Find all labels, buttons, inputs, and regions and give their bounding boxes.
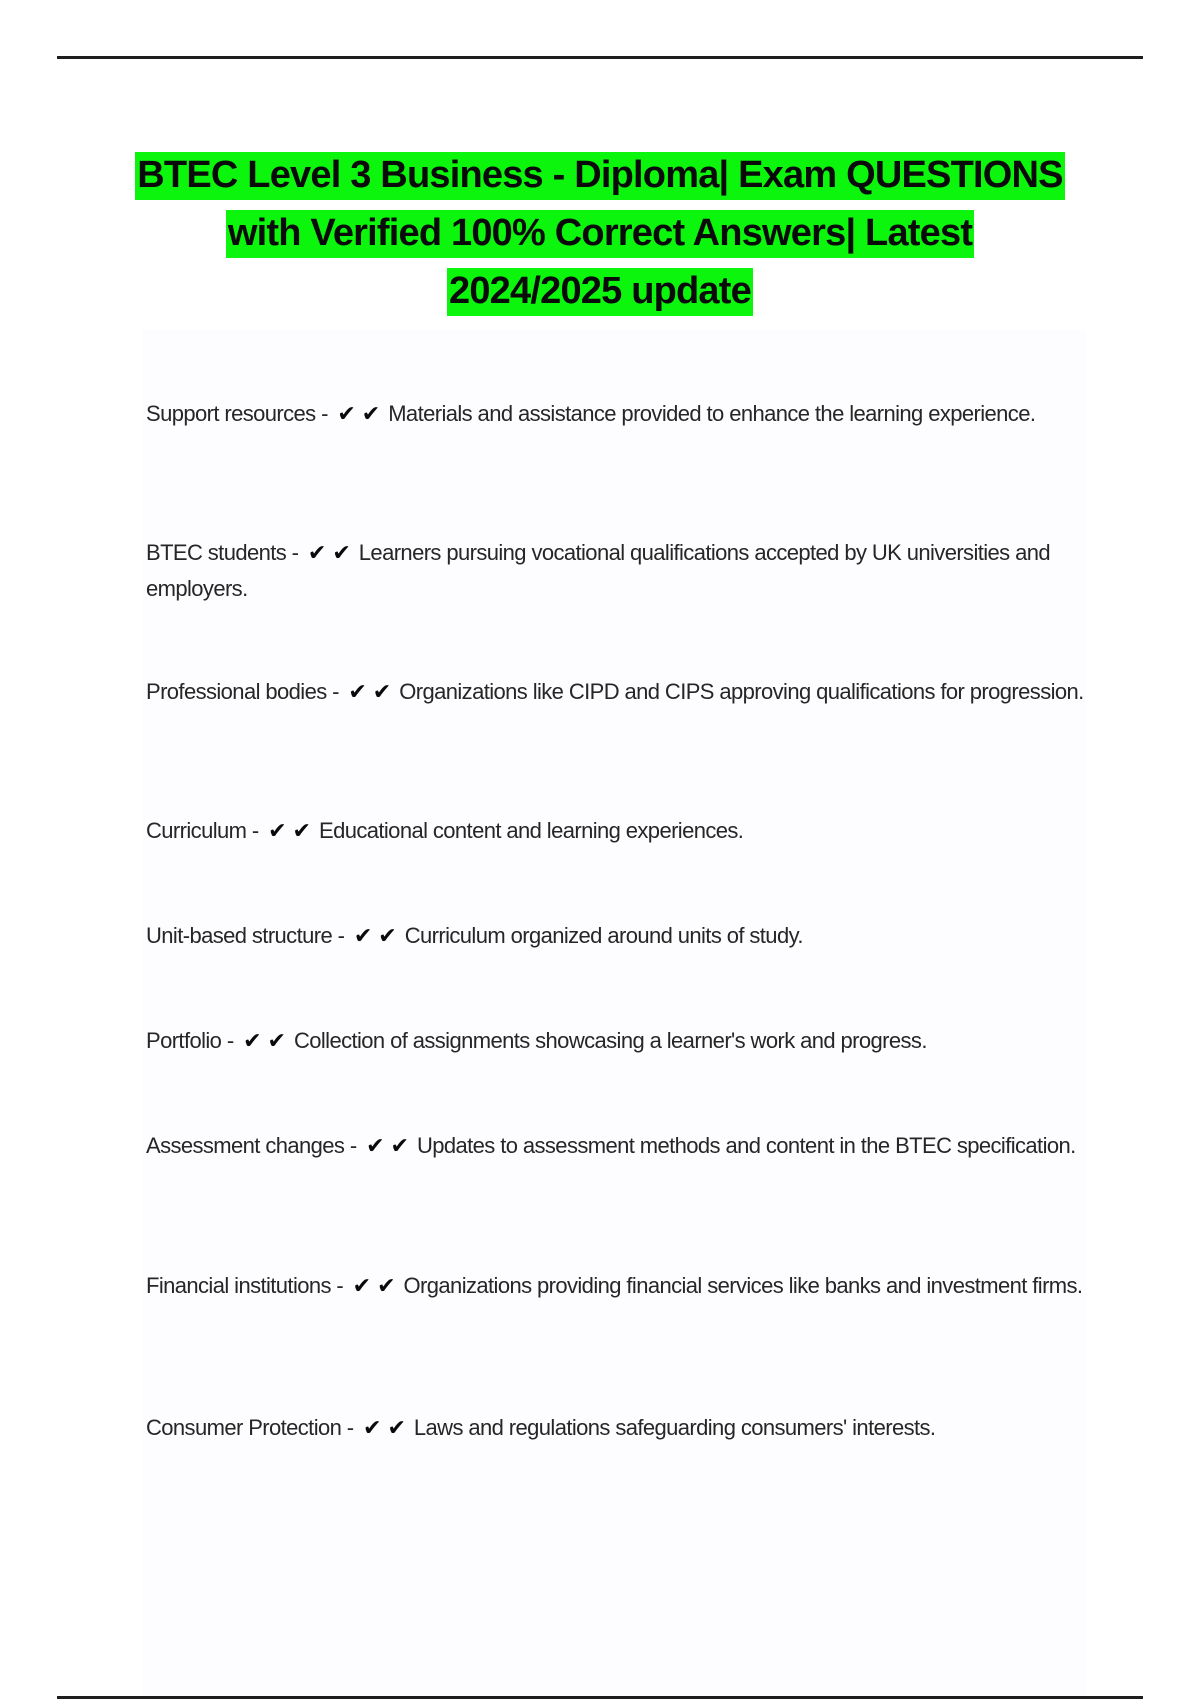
entry-separator: - — [315, 401, 334, 426]
double-check-icon: ✔✔ — [268, 819, 317, 844]
entry-separator: - — [330, 1273, 349, 1298]
entry-term: Consumer Protection — [146, 1415, 342, 1440]
entry-consumer-protection — [146, 1410, 1096, 1446]
entry-separator: - — [341, 1415, 360, 1440]
entry-term: Financial institutions — [146, 1273, 331, 1298]
entry-separator: - — [246, 818, 265, 843]
entry-term: Support resources — [146, 401, 316, 426]
entry-term: BTEC students — [146, 540, 287, 565]
entry-unit-based-structure — [146, 918, 1096, 954]
entry-portfolio — [146, 1023, 1096, 1059]
title-line-3: 2024/2025 update — [0, 262, 1200, 320]
entry-term: Professional bodies — [146, 679, 327, 704]
entry-separator: - — [332, 923, 350, 948]
entry-separator: - — [344, 1133, 363, 1158]
double-check-icon: ✔✔ — [352, 1274, 402, 1299]
entry-term: Curriculum — [146, 818, 247, 843]
double-check-icon: ✔✔ — [243, 1029, 292, 1054]
double-check-icon: ✔✔ — [307, 541, 357, 566]
footer-rule — [57, 1696, 1143, 1699]
entry-professional-bodies — [146, 674, 1096, 710]
entry-definition: Materials and assistance provided to enhance the learning experience. — [388, 401, 1036, 426]
entry-assessment-changes — [146, 1128, 1096, 1164]
entry-definition: Learners pursuing vocational qualifications accepted by UK universities and employers. — [146, 540, 1051, 601]
document-title — [0, 146, 1200, 320]
double-check-icon: ✔✔ — [366, 1134, 415, 1159]
entry-definition: Curriculum organized around units of study. — [404, 923, 803, 948]
entry-term: Portfolio — [146, 1028, 222, 1053]
entry-definition: Organizations like CIPD and CIPS approving qualifications for progression. — [399, 679, 1084, 704]
double-check-icon: ✔✔ — [353, 924, 403, 949]
double-check-icon: ✔✔ — [363, 1416, 412, 1441]
title-line-1: BTEC Level 3 Business - Diploma| Exam QUESTIONS — [0, 146, 1200, 204]
entry-term: Assessment changes — [146, 1133, 345, 1158]
entry-btec-students — [146, 535, 1096, 606]
entry-definition: Organizations providing financial services like banks and investment firms. — [403, 1273, 1083, 1298]
entry-definition: Laws and regulations safeguarding consumers' interests. — [413, 1415, 936, 1440]
header-rule — [57, 56, 1143, 59]
double-check-icon: ✔✔ — [337, 402, 387, 427]
double-check-icon: ✔✔ — [348, 680, 398, 705]
entry-definition: Educational content and learning experiences. — [319, 818, 744, 843]
entry-definition: Collection of assignments showcasing a learner's work and progress. — [293, 1028, 927, 1053]
entry-financial-institutions — [146, 1268, 1096, 1304]
entry-separator: - — [286, 540, 304, 565]
title-line-2: with Verified 100% Correct Answers| Latest — [0, 204, 1200, 262]
entry-definition: Updates to assessment methods and content in the BTEC specification. — [416, 1133, 1076, 1158]
entry-support-resources — [146, 396, 1096, 432]
entry-separator: - — [326, 679, 345, 704]
entry-curriculum — [146, 813, 1096, 849]
entry-term: Unit-based structure — [146, 923, 333, 948]
entry-separator: - — [221, 1028, 240, 1053]
